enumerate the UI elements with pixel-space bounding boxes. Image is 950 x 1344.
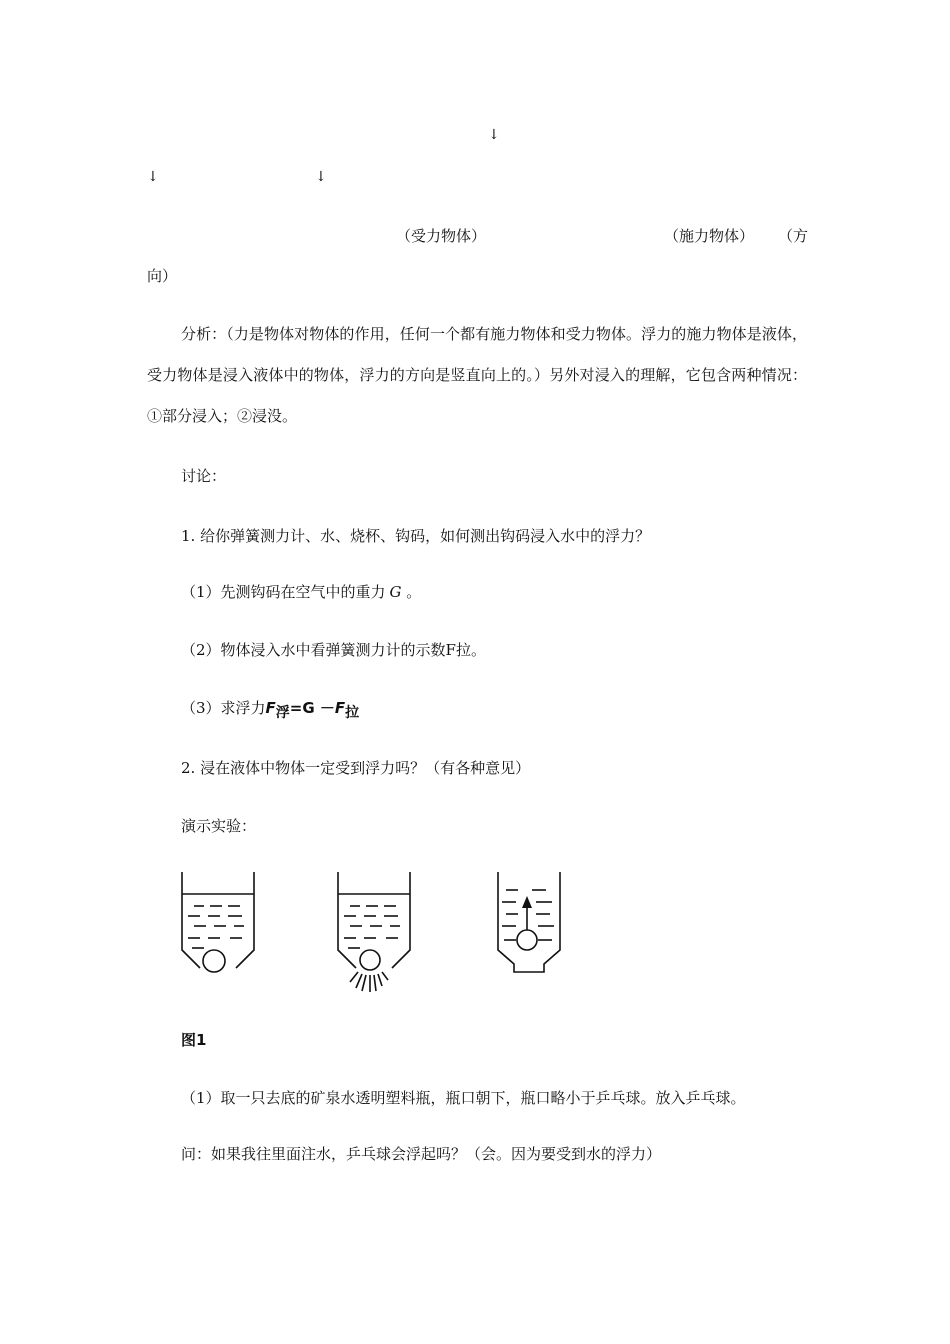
bottle-diagram-2 <box>334 868 414 998</box>
formula-sub-pull: 拉 <box>345 705 360 721</box>
discussion-title: 讨论： <box>181 467 227 485</box>
step-1-end: 。 <box>401 583 422 601</box>
down-arrow-1: ↓ <box>488 127 500 143</box>
formula-f2: F <box>334 699 346 717</box>
down-arrow-3: ↓ <box>315 169 327 185</box>
formula-middle: =G － <box>289 699 335 717</box>
experiment-step-1: （1）取一只去底的矿泉水透明塑料瓶，瓶口朝下，瓶口略小于乒乓球。放入乒乓球。 <box>181 1089 746 1107</box>
demo-title: 演示实验： <box>181 817 257 835</box>
step-2: （2）物体浸入水中看弹簧测力计的示数F拉。 <box>181 641 486 659</box>
bottle-diagram-1 <box>178 868 258 978</box>
step-3 <box>181 698 359 723</box>
question-2: 2. 浸在液体中物体一定受到浮力吗？（有各种意见） <box>181 759 531 777</box>
bottle-diagram-3 <box>494 868 564 978</box>
analysis-paragraph: 分析：（力是物体对物体的作用，任何一个都有施力物体和受力物体。浮力的施力物体是液体，受力物体是浸入液体中的物体，浮力的方向是竖直向上的。）另外对浸入的理解，它包含两种情况：①部分浸入；②浸没。 <box>147 325 807 425</box>
buoyancy-formula <box>265 699 360 721</box>
applier-label: （施力物体） <box>664 227 755 245</box>
question-1: 1. 给你弹簧测力计、水、烧杯、钩码，如何测出钩码浸入水中的浮力？ <box>181 527 651 545</box>
formula-f: F <box>265 699 276 717</box>
direction-label-part2: 向） <box>147 267 178 285</box>
receiver-label: （受力物体） <box>396 227 487 245</box>
step-1-text: （1）先测钩码在空气中的重力 <box>181 583 386 601</box>
figure-label: 图1 <box>181 1031 207 1049</box>
formula-sub-float: 浮 <box>275 705 290 721</box>
step-3-text: （3）求浮力 <box>181 699 266 717</box>
down-arrow-2: ↓ <box>147 169 159 185</box>
gravity-symbol: G <box>389 583 402 601</box>
question-3: 问：如果我往里面注水，乒乓球会浮起吗？（会。因为要受到水的浮力） <box>181 1145 662 1163</box>
step-1 <box>181 582 421 602</box>
direction-label-part1: （方 <box>778 227 809 245</box>
